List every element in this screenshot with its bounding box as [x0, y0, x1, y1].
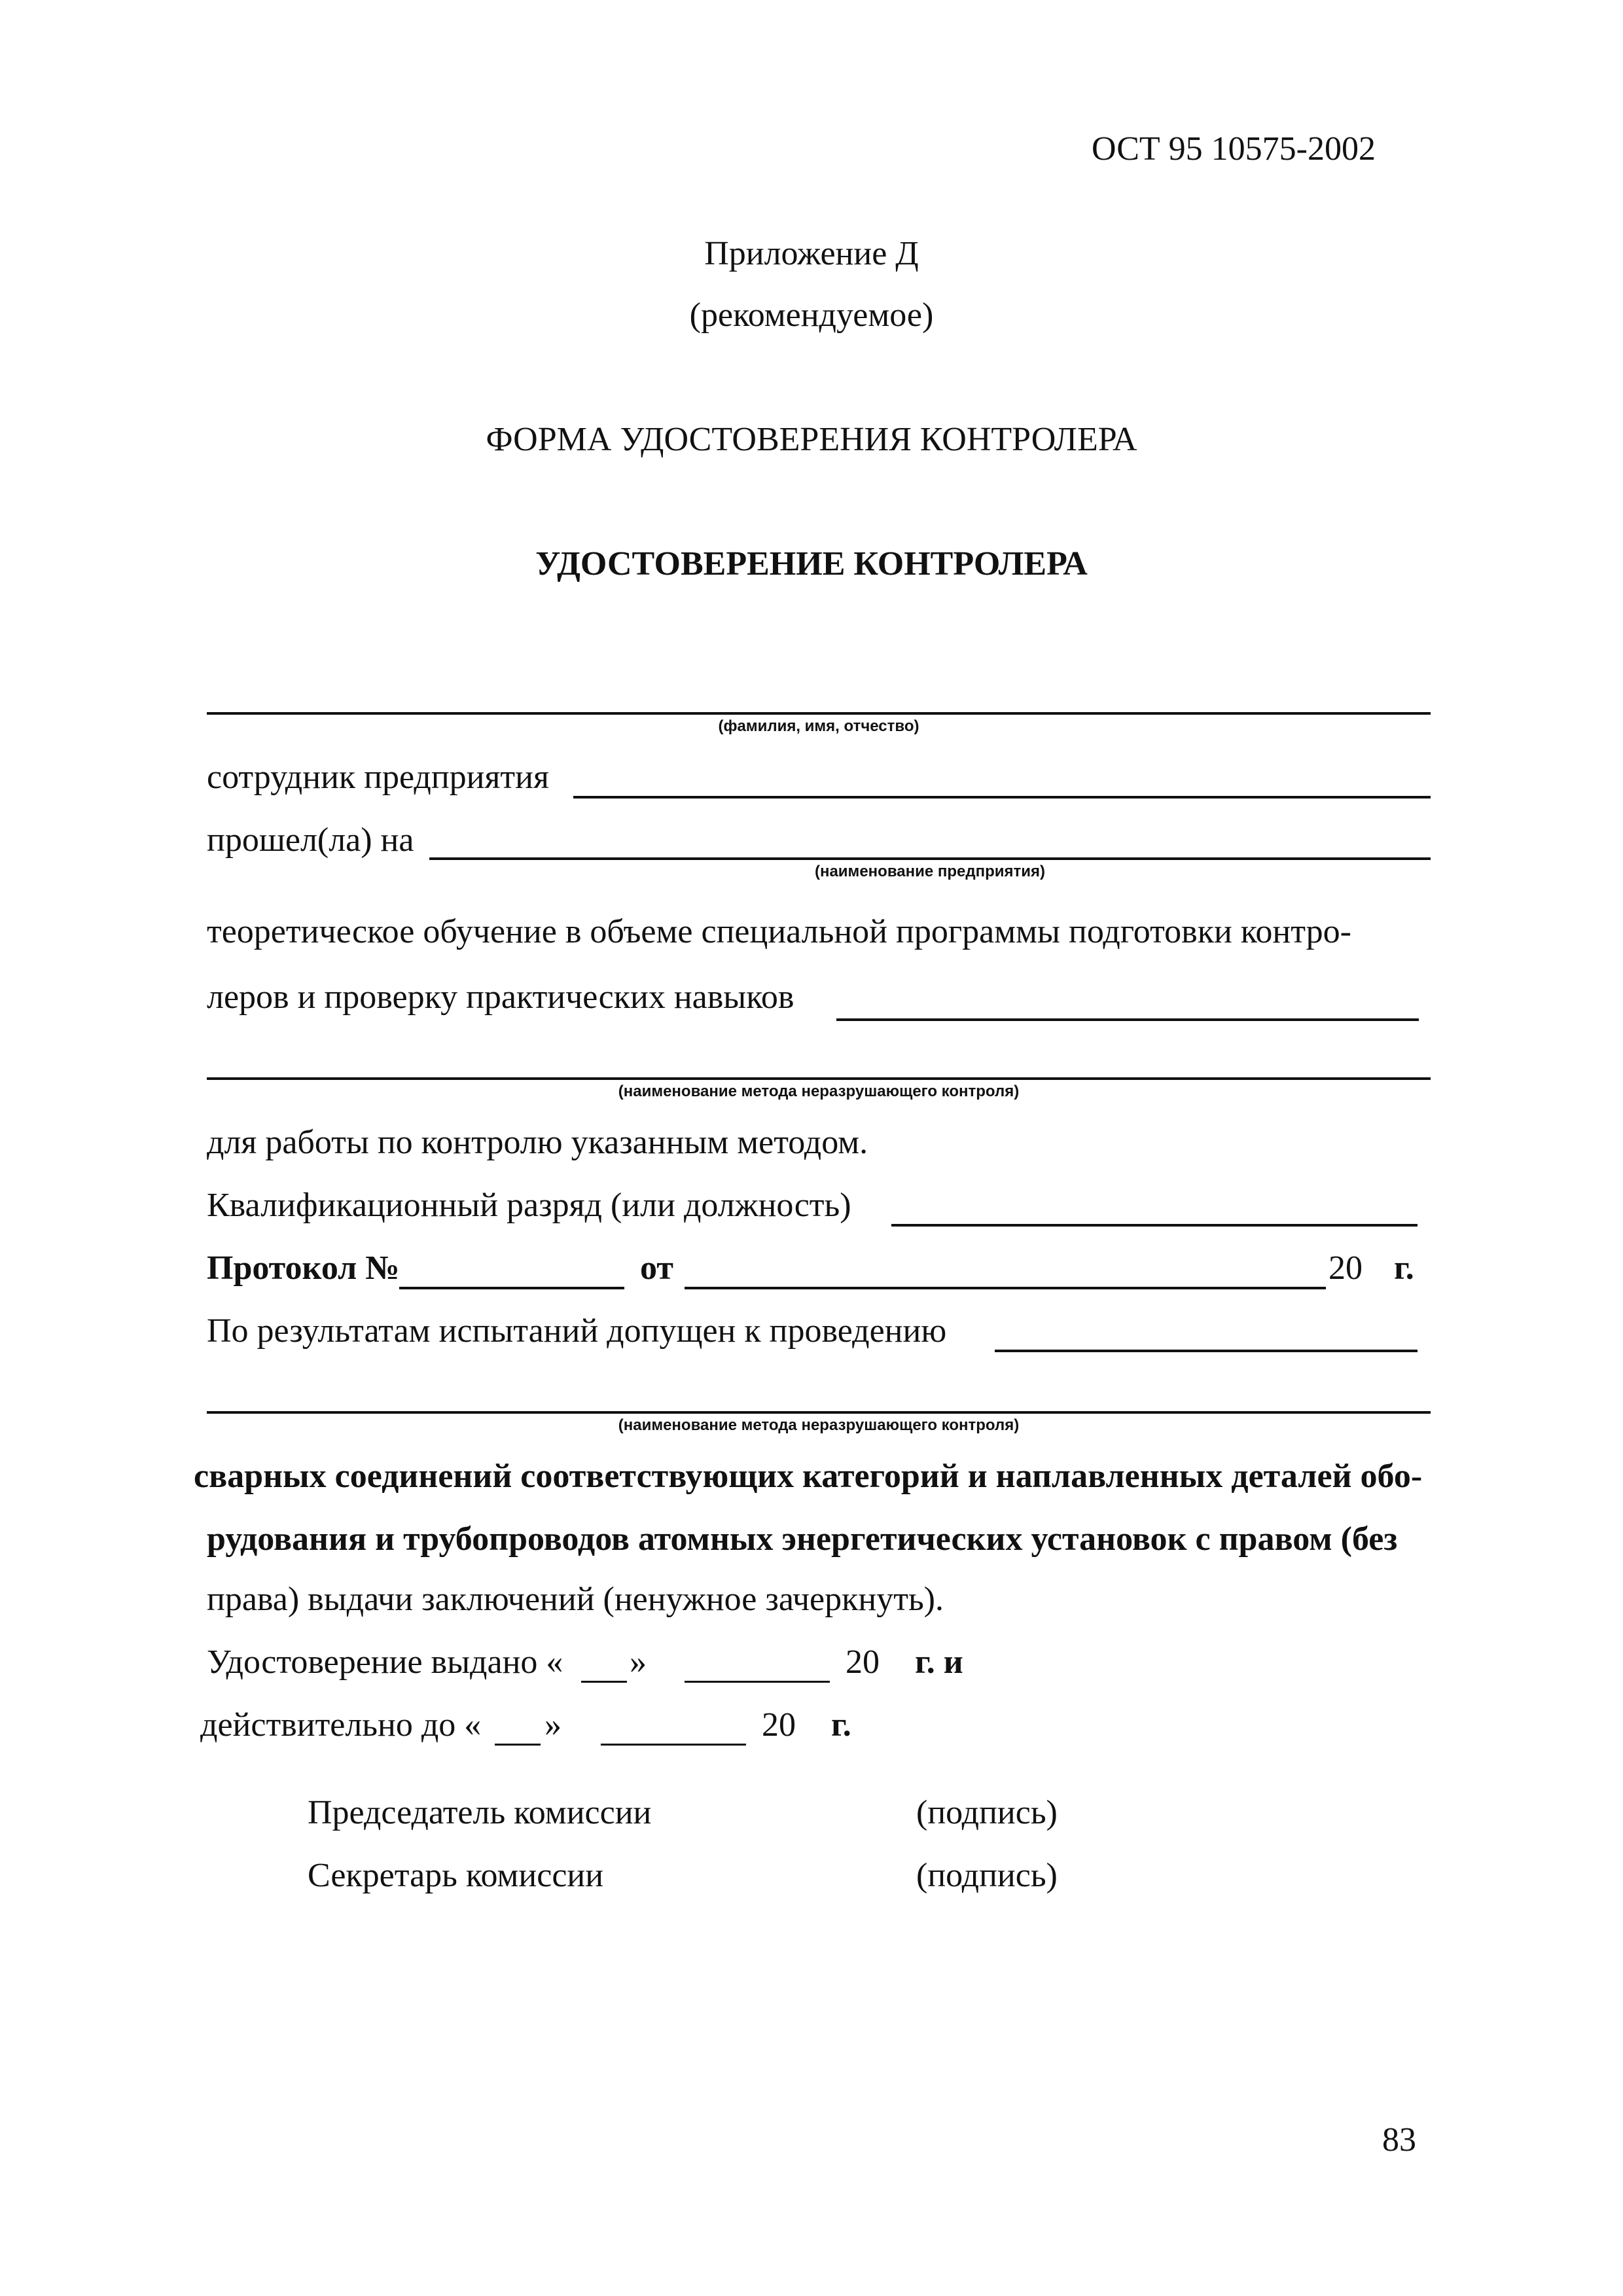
- valid-label: действительно до «: [200, 1706, 482, 1744]
- protocol-date-line: [685, 1287, 1326, 1289]
- issued-year: 20: [846, 1643, 880, 1681]
- protocol-number-line: [399, 1287, 624, 1289]
- method-line-1: [207, 1077, 1431, 1080]
- training-text-line2: леров и проверку практических навыков: [207, 978, 794, 1016]
- qualification-line: [891, 1224, 1418, 1227]
- protocol-from: от: [640, 1249, 673, 1287]
- issued-day-line: [581, 1681, 627, 1683]
- protocol-g: г.: [1394, 1249, 1414, 1287]
- welds-text-line3: права) выдачи заключений (ненужное зачеркнуть).: [207, 1581, 944, 1618]
- admitted-label: По результатам испытаний допущен к проведению: [207, 1312, 947, 1350]
- signature-sign-secretary: (подпись): [916, 1857, 1058, 1894]
- employee-label: сотрудник предприятия: [207, 759, 549, 796]
- work-text: для работы по контролю указанным методом.: [207, 1124, 868, 1161]
- issued-close-quote: »: [630, 1643, 647, 1681]
- welds-text-line2: рудования и трубопроводов атомных энергетических установок с правом (без: [207, 1520, 1398, 1558]
- issued-tail: г. и: [915, 1643, 963, 1681]
- page-number: 83: [1382, 2121, 1416, 2159]
- appendix-subtitle: (рекомендуемое): [689, 296, 934, 334]
- issued-month-line: [685, 1681, 830, 1683]
- form-title: ФОРМА УДОСТОВЕРЕНИЯ КОНТРОЛЕРА: [486, 421, 1137, 458]
- certificate-title: УДОСТОВЕРЕНИЕ КОНТРОЛЕРА: [535, 545, 1088, 583]
- enterprise-line: [429, 857, 1431, 860]
- document-code: ОСТ 95 10575-2002: [1092, 130, 1376, 168]
- valid-day-line: [495, 1744, 541, 1746]
- training-text-line1: теоретическое обучение в объеме специальной программы подготовки контро-: [207, 913, 1351, 950]
- valid-tail: г.: [831, 1706, 851, 1744]
- signature-sign-chairman: (подпись): [916, 1794, 1058, 1831]
- method-caption-2: (наименование метода неразрушающего контроля): [618, 1416, 1020, 1434]
- valid-close-quote: »: [544, 1706, 562, 1744]
- signature-role-chairman: Председатель комиссии: [308, 1794, 652, 1831]
- appendix-title: Приложение Д: [704, 235, 919, 272]
- skills-line: [836, 1018, 1419, 1021]
- fio-line: [207, 712, 1431, 715]
- passed-label: прошел(ла) на: [207, 821, 414, 859]
- enterprise-caption: (наименование предприятия): [814, 863, 1046, 880]
- admitted-line: [995, 1350, 1418, 1352]
- employee-line: [573, 796, 1431, 798]
- issued-label: Удостоверение выдано «: [207, 1643, 563, 1681]
- welds-text-line1: сварных соединений соответствующих категорий и наплавленных деталей обо-: [194, 1458, 1423, 1495]
- valid-year: 20: [762, 1706, 796, 1744]
- method-line-2: [207, 1411, 1431, 1414]
- protocol-year: 20: [1329, 1249, 1363, 1287]
- protocol-label: Протокол №: [207, 1249, 400, 1287]
- signature-role-secretary: Секретарь комиссии: [308, 1857, 604, 1894]
- fio-caption: (фамилия, имя, отчество): [718, 717, 919, 735]
- qualification-label: Квалификационный разряд (или должность): [207, 1187, 851, 1224]
- method-caption-1: (наименование метода неразрушающего контроля): [618, 1083, 1020, 1100]
- valid-month-line: [601, 1744, 746, 1746]
